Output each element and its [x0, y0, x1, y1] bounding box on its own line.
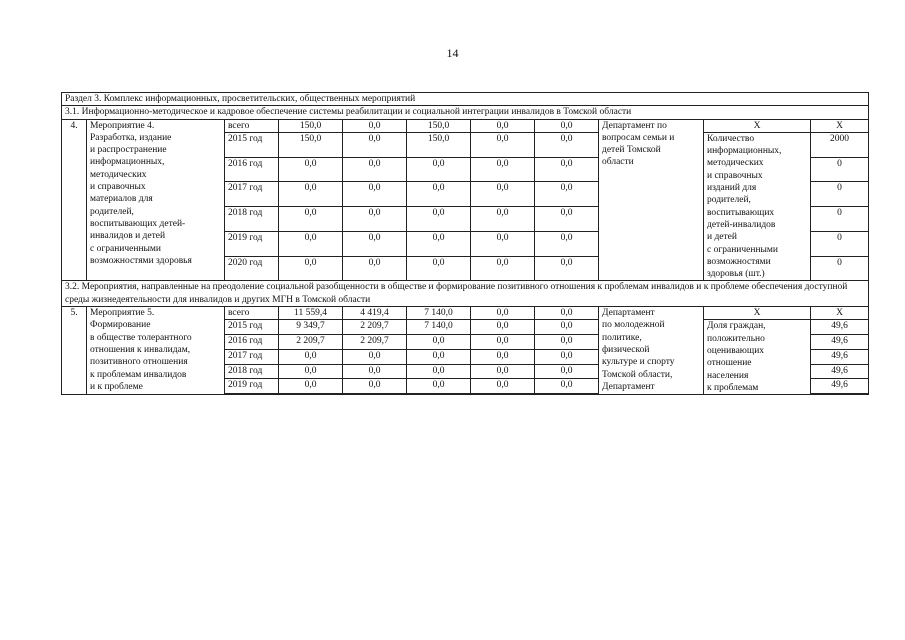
year-cell: 2015 год: [225, 132, 279, 157]
indicator-value: 2000: [811, 132, 869, 157]
measure-number: [62, 307, 87, 395]
funding-value: 150,0: [407, 132, 471, 157]
subsection-row: [62, 281, 869, 307]
funding-value: 0,0: [471, 335, 535, 350]
funding-value: 0,0: [471, 364, 535, 379]
funding-value: 11 559,4: [279, 307, 343, 320]
indicator-value: 0: [811, 207, 869, 232]
funding-value: 0,0: [535, 335, 599, 350]
funding-value: 0,0: [343, 182, 407, 207]
funding-value: 0,0: [471, 231, 535, 256]
indicator-value: Х: [811, 307, 869, 320]
funding-value: 0,0: [343, 349, 407, 364]
subsection-title: 3.1. Информационно-методическое и кадровое обеспечение системы реабилитации и социальной интеграции инвалидов в Томской области: [62, 106, 869, 119]
indicator-value: 0: [811, 182, 869, 207]
indicator-value: 0: [811, 256, 869, 281]
funding-value: 0,0: [407, 379, 471, 394]
year-cell: всего: [225, 307, 279, 320]
year-cell: 2019 год: [225, 379, 279, 394]
funding-value: 0,0: [343, 256, 407, 281]
funding-value: 0,0: [535, 320, 599, 335]
funding-value: 150,0: [279, 132, 343, 157]
measure-row: [62, 307, 869, 320]
funding-value: 0,0: [535, 349, 599, 364]
funding-value: 0,0: [407, 335, 471, 350]
funding-value: [471, 394, 535, 395]
funding-value: 0,0: [535, 207, 599, 232]
funding-value: 0,0: [279, 157, 343, 182]
year-cell: 2019 год: [225, 231, 279, 256]
funding-value: 2 209,7: [343, 335, 407, 350]
subsection-title: 3.2. Мероприятия, направленные на преодоление социальной разобщенности в обществе и формирование позитивного отношения к проблемам инвалидов и к проблеме обеспечения доступной среды жизнедеятельности для инвалидов и других МГН в Томской области: [62, 281, 869, 307]
funding-value: 0,0: [471, 157, 535, 182]
funding-value: 0,0: [471, 207, 535, 232]
funding-value: 0,0: [279, 207, 343, 232]
measure-row: [62, 119, 869, 132]
funding-value: [343, 394, 407, 395]
indicator-value: 0: [811, 157, 869, 182]
funding-value: 0,0: [471, 256, 535, 281]
indicator-value: 49,6: [811, 320, 869, 335]
funding-value: 0,0: [407, 364, 471, 379]
year-cell: 2016 год: [225, 335, 279, 350]
indicator-value: 49,6: [811, 349, 869, 364]
indicator-header: Х: [704, 307, 811, 320]
funding-value: 0,0: [535, 307, 599, 320]
funding-value: 0,0: [343, 364, 407, 379]
funding-value: 0,0: [407, 157, 471, 182]
funding-value: 0,0: [279, 182, 343, 207]
executor-text: Департамент по вопросам семьи и детей Томской области: [602, 120, 675, 168]
measure-number: [62, 119, 87, 281]
funding-value: 150,0: [407, 119, 471, 132]
funding-value: 0,0: [471, 119, 535, 132]
indicator-name-text: Количество информационных, методических и справочных изданий для родителей, воспитывающих детей-инвалидов и детей с ограниченными возможностями здоровья (шт.): [707, 133, 782, 280]
year-cell: [225, 394, 279, 395]
funding-value: 0,0: [471, 132, 535, 157]
funding-value: 0,0: [535, 119, 599, 132]
year-cell: 2018 год: [225, 364, 279, 379]
indicator-name: [704, 320, 811, 395]
funding-value: 4 419,4: [343, 307, 407, 320]
funding-value: 0,0: [407, 182, 471, 207]
funding-value: 0,0: [471, 320, 535, 335]
subsection-row: [62, 106, 869, 119]
funding-value: [535, 394, 599, 395]
funding-value: 0,0: [343, 132, 407, 157]
funding-value: 0,0: [535, 364, 599, 379]
executor: [599, 119, 704, 281]
funding-value: 0,0: [535, 132, 599, 157]
year-cell: 2015 год: [225, 320, 279, 335]
funding-value: 0,0: [407, 231, 471, 256]
funding-value: 7 140,0: [407, 307, 471, 320]
measure-name: [87, 119, 225, 281]
program-table: [61, 92, 869, 395]
indicator-value: [811, 394, 869, 395]
indicator-value: 0: [811, 231, 869, 256]
indicator-value: 49,6: [811, 335, 869, 350]
year-cell: 2017 год: [225, 182, 279, 207]
funding-value: 2 209,7: [279, 335, 343, 350]
funding-value: 0,0: [535, 379, 599, 394]
measure-name: [87, 307, 225, 395]
funding-value: 0,0: [471, 307, 535, 320]
measure-name-text: Мероприятие 4. Разработка, издание и распространение информационных, методических и справочных материалов для родителей, воспитывающих детей- инвалидов и детей с ограниченными возможностями здоровья: [90, 120, 192, 266]
measure-number-text: 4.: [70, 120, 78, 131]
funding-value: 0,0: [279, 256, 343, 281]
indicator-value: 49,6: [811, 364, 869, 379]
funding-value: [407, 394, 471, 395]
indicator-value: 49,6: [811, 379, 869, 394]
year-cell: всего: [225, 119, 279, 132]
funding-value: 0,0: [343, 207, 407, 232]
funding-value: 0,0: [535, 182, 599, 207]
indicator-header: Х: [704, 119, 811, 132]
funding-value: 0,0: [407, 207, 471, 232]
indicator-name: [704, 132, 811, 281]
year-cell: 2020 год: [225, 256, 279, 281]
funding-value: 0,0: [343, 157, 407, 182]
funding-value: 7 140,0: [407, 320, 471, 335]
funding-value: 0,0: [471, 349, 535, 364]
page-number: 14: [446, 46, 459, 60]
funding-value: 0,0: [343, 119, 407, 132]
executor: [599, 307, 704, 395]
funding-value: 0,0: [535, 256, 599, 281]
funding-value: 2 209,7: [343, 320, 407, 335]
funding-value: 0,0: [279, 349, 343, 364]
funding-value: 0,0: [407, 256, 471, 281]
funding-value: 0,0: [343, 379, 407, 394]
funding-value: 0,0: [279, 364, 343, 379]
measure-name-text: Мероприятие 5. Формирование в обществе толерантного отношения к инвалидам, позитивного отношения к проблемам инвалидов и к проблеме: [90, 308, 192, 392]
section-row: [62, 93, 869, 106]
funding-value: 0,0: [407, 349, 471, 364]
funding-value: 0,0: [535, 231, 599, 256]
funding-value: [279, 394, 343, 395]
year-cell: 2017 год: [225, 349, 279, 364]
funding-value: 0,0: [535, 157, 599, 182]
indicator-name-text: Доля граждан, положительно оценивающих отношение населения к проблемам: [707, 321, 766, 393]
funding-value: 150,0: [279, 119, 343, 132]
funding-value: 0,0: [343, 231, 407, 256]
section-title: Раздел 3. Комплекс информационных, просветительских, общественных мероприятий: [62, 93, 869, 106]
funding-value: 0,0: [279, 379, 343, 394]
year-cell: 2016 год: [225, 157, 279, 182]
executor-text: Департамент по молодежной политике, физической культуре и спорту Томской области, Департамент: [602, 308, 675, 392]
funding-value: 9 349,7: [279, 320, 343, 335]
funding-value: 0,0: [471, 182, 535, 207]
indicator-value: Х: [811, 119, 869, 132]
year-cell: 2018 год: [225, 207, 279, 232]
funding-value: 0,0: [279, 231, 343, 256]
measure-number-text: 5.: [70, 308, 78, 319]
funding-value: 0,0: [471, 379, 535, 394]
